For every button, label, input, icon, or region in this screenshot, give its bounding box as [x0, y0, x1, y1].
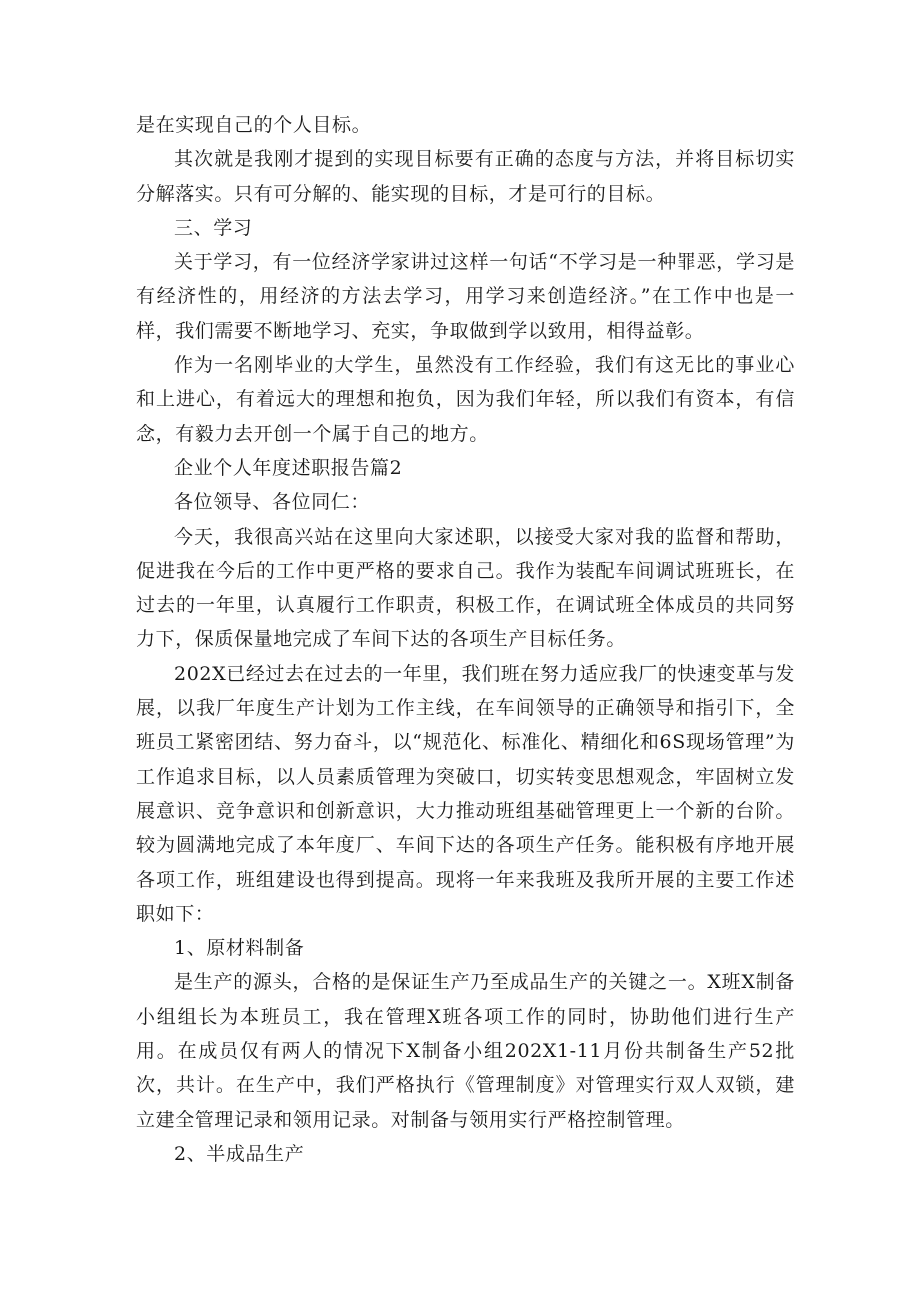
paragraph: 是在实现自己的个人目标。	[136, 114, 372, 136]
section-heading: 2、半成品生产	[174, 1142, 305, 1165]
report-title: 企业个人年度述职报告篇2	[174, 456, 403, 479]
paragraph: 作为一名刚毕业的大学生，虽然没有工作经验，我们有这无比的事业心和上进心，有着远大的理想和抱负，因为我们年轻，所以我们有资本，有信念，有毅力去开创一个属于自己的地方。	[136, 354, 795, 445]
salutation: 各位领导、各位同仁：	[174, 491, 371, 514]
paragraph: 202X已经过去在过去的一年里，我们班在努力适应我厂的快速变革与发展，以我厂年度生产计划为工作主线，在车间领导的正确领导和指引下，全班员工紧密团结、努力奋斗，以“规范化、标准化、精细化和6S现场管理”为工作追求目标，以人员素质管理为突破口，切实转变思想观念，牢固树立发展意识、竞争意识和创新意识，大力推动班组基础管理更上一个新的台阶。较为圆满地完成了本年度厂、车间下达的各项生产任务。能积极有序地开展各项工作，班组建设也得到提高。现将一年来我班及我所开展的主要工作述职如下：	[136, 662, 795, 925]
paragraph: 今天，我很高兴站在这里向大家述职，以接受大家对我的监督和帮助，促进我在今后的工作中更严格的要求自己。我作为装配车间调试班班长，在过去的一年里，认真履行工作职责，积极工作，在调试班全体成员的共同努力下，保质保量地完成了车间下达的各项生产目标任务。	[136, 525, 795, 651]
section-heading: 三、学习	[174, 216, 253, 239]
paragraph: 其次就是我刚才提到的实现目标要有正确的态度与方法，并将目标切实分解落实。只有可分解的、能实现的目标，才是可行的目标。	[136, 148, 795, 205]
section-heading: 1、原材料制备	[174, 937, 305, 960]
paragraph: 关于学习，有一位经济学家讲过这样一句话“不学习是一种罪恶，学习是有经济性的，用经济的方法去学习，用学习来创造经济。”在工作中也是一样，我们需要不断地学习、充实，争取做到学以致用，相得益彰。	[136, 251, 795, 342]
document-body	[136, 108, 795, 1171]
paragraph: 是生产的源头，合格的是保证生产乃至成品生产的关键之一。X班X制备小组组长为本班员工，我在管理X班各项工作的同时，协助他们进行生产用。在成员仅有两人的情况下X制备小组202X1-11月份共制备生产52批次，共计。在生产中，我们严格执行《管理制度》对管理实行双人双锁，建立建全管理记录和领用记录。对制备与领用实行严格控制管理。	[136, 971, 795, 1131]
